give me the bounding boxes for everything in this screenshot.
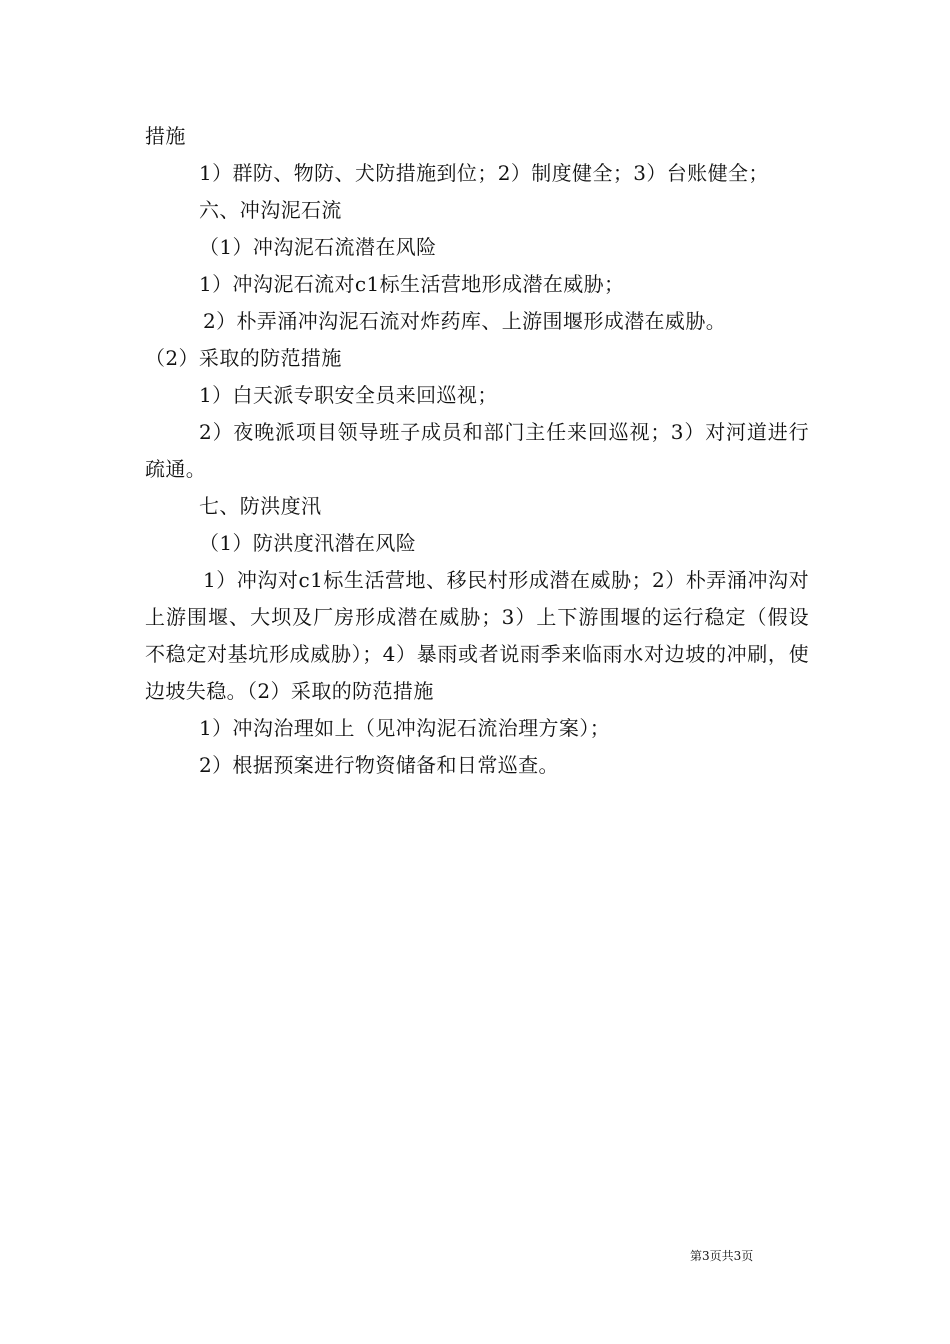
paragraph-debris-risk-1: 1）冲沟泥石流对c1标生活营地形成潜在威胁； [199, 272, 625, 296]
paragraph-flood-measure-1: 1）冲沟治理如上（见冲沟泥石流治理方案）； [199, 716, 611, 740]
paragraph-flood-risk: 1）冲沟对c1标生活营地、移民村形成潜在威胁；2）朴弄涌冲沟对上游围堰、大坝及厂房形成潜在威胁；3）上下游围堰的运行稳定（假设不稳定对基坑形成威胁）；4）暴雨或者说雨季来临雨水对边坡的冲刷，使边坡失稳。（2）采取的防范措施 [145, 568, 809, 703]
paragraph-debris-measure-1: 1）白天派专职安全员来回巡视； [199, 383, 498, 407]
page-number-footer: 第3页共3页 [690, 1249, 754, 1263]
subheading-debris-measures: （2）采取的防范措施 [145, 346, 342, 370]
section-heading-flood-control: 七、防洪度汛 [199, 494, 322, 518]
paragraph-measures-list: 1）群防、物防、犬防措施到位；2）制度健全；3）台账健全； [199, 161, 769, 185]
document-body [145, 118, 809, 784]
paragraph-debris-measure-2: 2）夜晚派项目领导班子成员和部门主任来回巡视；3）对河道进行疏通。 [145, 420, 809, 481]
subheading-debris-risk: （1）冲沟泥石流潜在风险 [199, 235, 437, 259]
paragraph-debris-risk-2: 2）朴弄涌冲沟泥石流对炸药库、上游围堰形成潜在威胁。 [203, 309, 727, 333]
paragraph-flood-measure-2: 2）根据预案进行物资储备和日常巡查。 [199, 753, 559, 777]
subheading-flood-risk: （1）防洪度汛潜在风险 [199, 531, 417, 555]
paragraph-continuation: 措施 [145, 124, 186, 148]
section-heading-debris-flow: 六、冲沟泥石流 [199, 198, 342, 222]
